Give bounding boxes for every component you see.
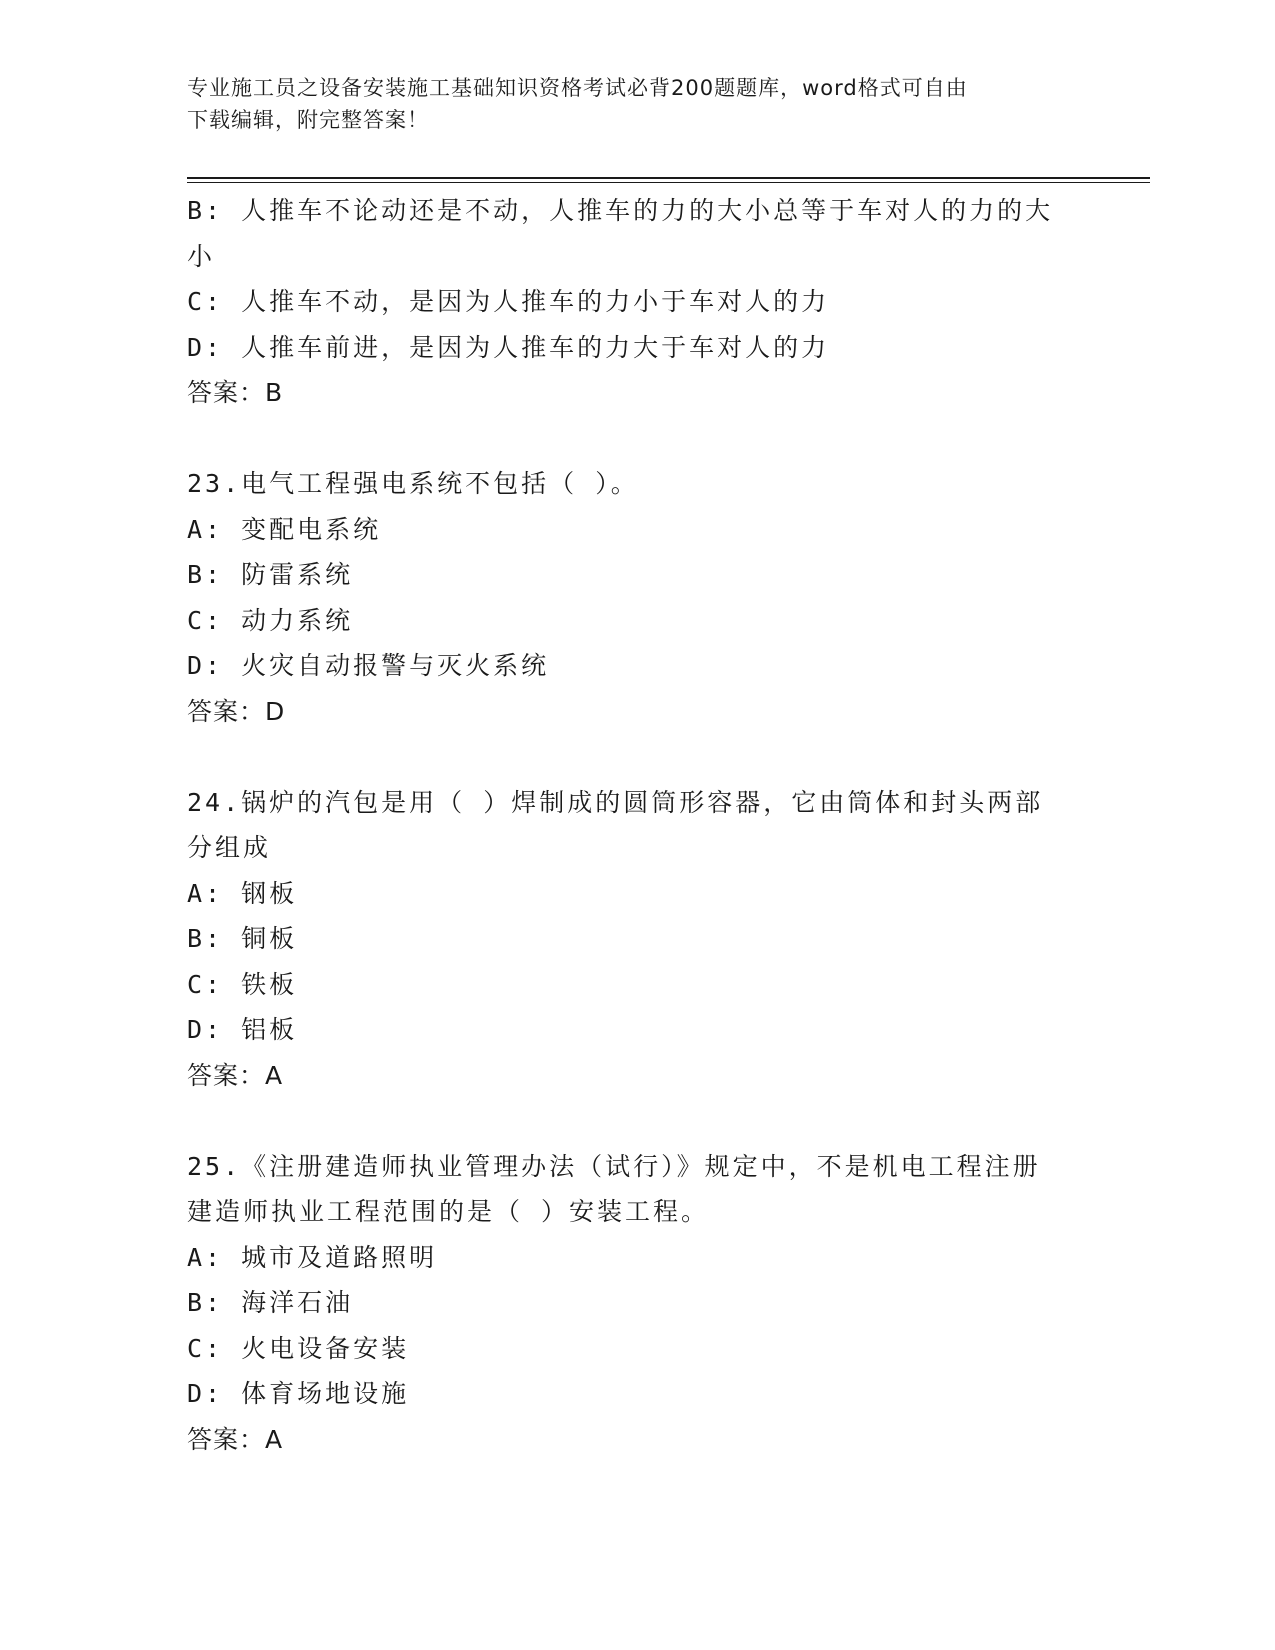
q22-option-d: D: 人推车前进，是因为人推车的力大于车对人的力 — [187, 332, 830, 362]
q22-answer: 答案：B — [187, 378, 284, 407]
spacer — [187, 734, 1087, 780]
q24-option-b: B: 铜板 — [187, 924, 298, 953]
q23-option-a: A: 变配电系统 — [187, 514, 382, 544]
q24-answer: 答案：A — [187, 1060, 284, 1090]
question-list — [187, 188, 1087, 1462]
q24-option-d: D: 铝板 — [187, 1015, 298, 1044]
q24-stem-line-1: 24.锅炉的汽包是用（ ）焊制成的圆筒形容器，它由筒体和封头两部 — [187, 787, 1044, 817]
spacer — [187, 1098, 1087, 1144]
q25-stem-line-1: 25.《注册建造师执业管理办法（试行）》规定中，不是机电工程注册 — [187, 1151, 1041, 1181]
question-24 — [187, 780, 1087, 1099]
header-title-line-2: 下载编辑，附完整答案！ — [187, 108, 429, 132]
question-23 — [187, 461, 1087, 734]
q25-stem-line-2: 建造师执业工程范围的是（ ）安装工程。 — [187, 1197, 710, 1226]
q23-option-b: B: 防雷系统 — [187, 560, 354, 589]
q22-option-b-line-2: 小 — [187, 241, 216, 271]
q25-option-b: B: 海洋石油 — [187, 1288, 354, 1317]
q23-stem: 23.电气工程强电系统不包括（ ）。 — [187, 469, 639, 498]
q23-option-d: D: 火灾自动报警与灭火系统 — [187, 651, 550, 680]
q25-option-a: A: 城市及道路照明 — [187, 1242, 438, 1272]
q24-option-c: C: 铁板 — [187, 969, 298, 999]
question-22 — [187, 188, 1087, 416]
q22-option-c: C: 人推车不动，是因为人推车的力小于车对人的力 — [187, 287, 830, 316]
document-header — [187, 72, 1067, 136]
q24-option-a: A: 钢板 — [187, 878, 298, 908]
q24-stem-line-2: 分组成 — [187, 833, 272, 862]
header-title-line-1: 专业施工员之设备安装施工基础知识资格考试必背200题题库，word格式可自由 — [187, 76, 968, 100]
q25-answer: 答案：A — [187, 1424, 284, 1454]
q25-option-d: D: 体育场地设施 — [187, 1379, 410, 1408]
question-25 — [187, 1144, 1087, 1463]
q25-option-c: C: 火电设备安装 — [187, 1333, 410, 1363]
q23-answer: 答案：D — [187, 696, 286, 726]
spacer — [187, 416, 1087, 462]
header-rule-thick — [187, 177, 1150, 179]
q23-option-c: C: 动力系统 — [187, 605, 354, 635]
header-rule-thin — [187, 182, 1150, 183]
q22-option-b-line-1: B: 人推车不论动还是不动，人推车的力的大小总等于车对人的力的大 — [187, 196, 1054, 225]
